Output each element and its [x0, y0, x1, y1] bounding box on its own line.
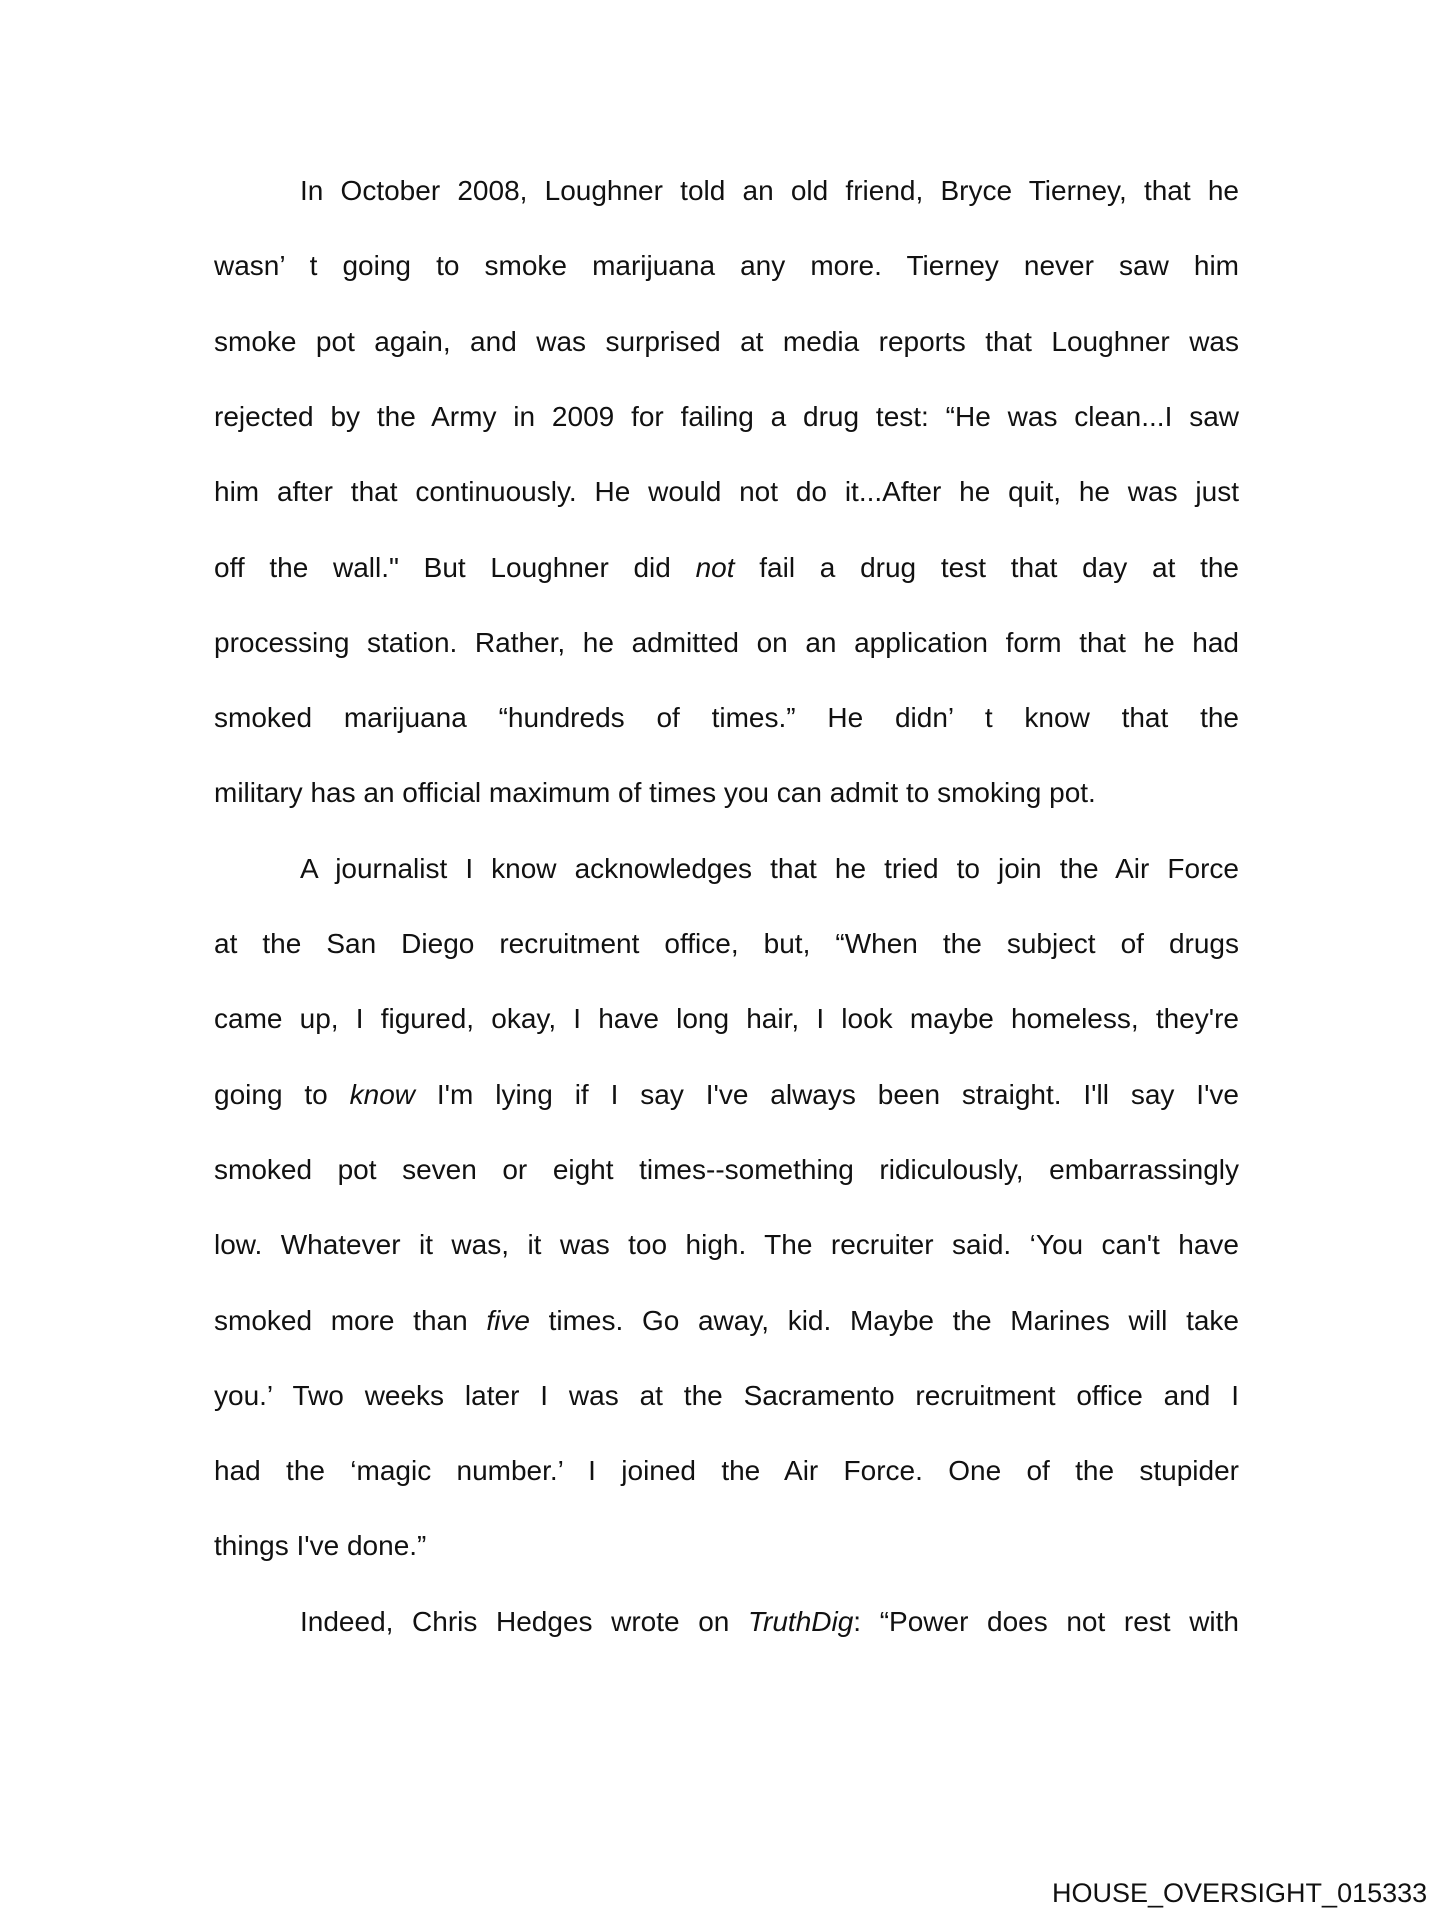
italic-text: not [695, 551, 735, 583]
text-line [214, 698, 1239, 738]
text-segment: A journalist I know acknowledges that he tried to join the Air Force [300, 852, 1239, 884]
text-line [214, 548, 1239, 588]
text-segment: came up, I figured, okay, I have long hair, I look maybe homeless, they're [214, 1003, 1239, 1035]
text-line [214, 1376, 1239, 1416]
text-segment: had the ‘magic number.’ I joined the Air Force. One of the stupider [214, 1455, 1239, 1487]
text-segment: things I've done.” [214, 1530, 427, 1562]
text-segment: : “Power does not rest with [853, 1605, 1239, 1637]
text-line [214, 1301, 1239, 1341]
text-segment: fail a drug test that day at the [734, 551, 1239, 583]
text-line [214, 246, 1239, 286]
italic-text: TruthDig [748, 1605, 854, 1637]
text-line [300, 849, 1239, 889]
text-line [214, 472, 1239, 512]
text-line [214, 623, 1239, 663]
text-segment: going to [214, 1078, 350, 1110]
text-segment: smoked more than [214, 1304, 487, 1336]
text-segment: smoked pot seven or eight times--something ridiculously, embarrassingly [214, 1153, 1239, 1185]
text-segment: smoked marijuana “hundreds of times.” He didn’ t know that the [214, 702, 1239, 734]
text-segment: In October 2008, Loughner told an old friend, Bryce Tierney, that he [300, 175, 1239, 206]
text-segment: Indeed, Chris Hedges wrote on [300, 1605, 748, 1637]
text-line [214, 322, 1239, 362]
text-line [214, 924, 1239, 964]
text-segment: at the San Diego recruitment office, but, “When the subject of drugs [214, 928, 1239, 959]
text-line [214, 1150, 1239, 1190]
text-line [214, 397, 1239, 437]
text-line [300, 171, 1239, 211]
text-segment: low. Whatever it was, it was too high. The recruiter said. ‘You can't have [214, 1229, 1239, 1261]
text-line [300, 1602, 1239, 1642]
text-line [214, 773, 1239, 813]
text-segment: wasn’ t going to smoke marijuana any more. Tierney never saw him [214, 250, 1239, 282]
text-line [214, 1451, 1239, 1491]
text-segment: military has an official maximum of times you can admit to smoking pot. [214, 777, 1096, 809]
text-segment: you.’ Two weeks later I was at the Sacramento recruitment office and I [214, 1379, 1239, 1411]
text-line [214, 1225, 1239, 1265]
text-line [214, 1075, 1239, 1115]
text-segment: off the wall." But Loughner did [214, 551, 696, 583]
text-segment: rejected by the Army in 2009 for failing a drug test: “He was clean...I saw [214, 400, 1239, 432]
text-line [214, 999, 1239, 1039]
text-segment: times. Go away, kid. Maybe the Marines will take [529, 1304, 1239, 1336]
italic-text: five [486, 1304, 530, 1336]
text-segment: I'm lying if I say I've always been straight. I'll say I've [415, 1078, 1240, 1110]
italic-text: know [349, 1078, 416, 1110]
bates-number: HOUSE_OVERSIGHT_015333 [1052, 1878, 1428, 1908]
text-segment: processing station. Rather, he admitted on an application form that he had [214, 626, 1239, 658]
text-segment: him after that continuously. He would not do it...After he quit, he was just [214, 476, 1239, 508]
text-segment: smoke pot again, and was surprised at media reports that Loughner was [214, 325, 1239, 357]
text-line [214, 1526, 1239, 1566]
